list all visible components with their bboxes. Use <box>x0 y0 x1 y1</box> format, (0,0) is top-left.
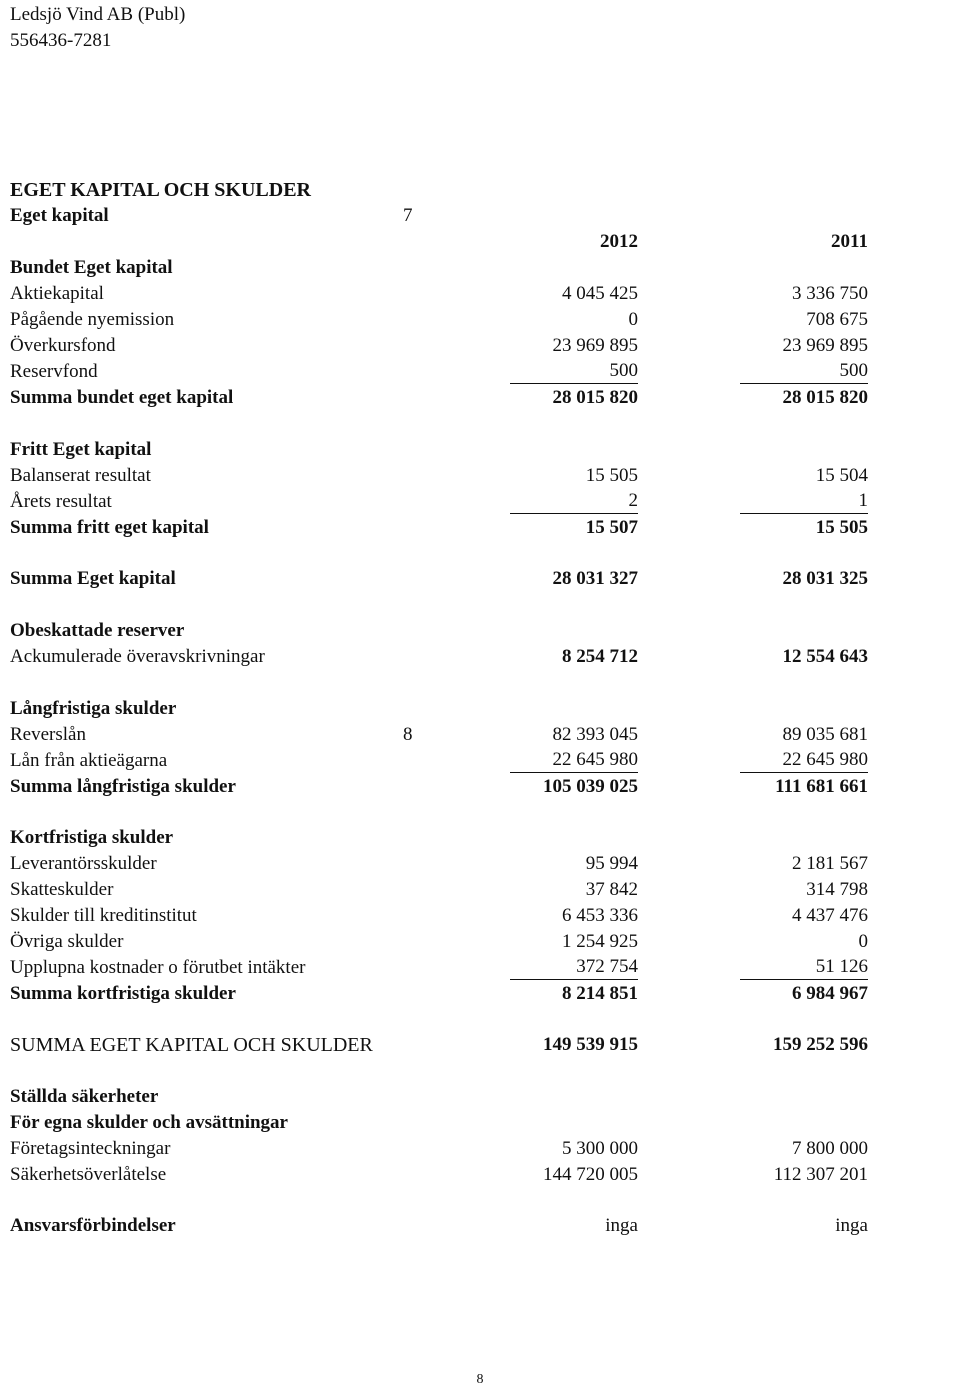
value-2011: 1 <box>740 489 868 514</box>
obeskattade-heading: Obeskattade reserver <box>10 620 185 641</box>
row-label: Ackumulerade överavskrivningar <box>10 646 265 667</box>
eget-kapital-label: Eget kapital <box>10 205 109 226</box>
table-row <box>0 955 960 981</box>
table-row <box>0 359 960 385</box>
page-number: 8 <box>476 1372 484 1387</box>
ansvar-2011: inga <box>835 1215 868 1236</box>
table-row <box>0 463 960 489</box>
grand-total-2011: 159 252 596 <box>773 1034 868 1055</box>
table-row <box>0 851 960 877</box>
sum-2011: 111 681 661 <box>775 776 868 797</box>
row-label: Reverslån <box>10 724 86 745</box>
note-ref: 8 <box>403 724 413 745</box>
row-label: Pågående nyemission <box>10 309 175 330</box>
bundet-heading-row <box>0 255 960 281</box>
total-equity-label: Summa Eget kapital <box>10 568 176 589</box>
company-name: Ledsjö Vind AB (Publ) <box>10 4 186 25</box>
table-row <box>0 333 960 359</box>
table-row <box>0 281 960 307</box>
sum-2011: 6 984 967 <box>792 983 868 1004</box>
sum-2012: 105 039 025 <box>543 776 638 797</box>
sum-2011: 28 015 820 <box>782 387 868 408</box>
value-2011: 314 798 <box>806 879 868 900</box>
note-ref: 7 <box>403 205 413 226</box>
value-2012: 5 300 000 <box>562 1138 638 1159</box>
table-row <box>0 1136 960 1162</box>
sum-label: Summa kortfristiga skulder <box>10 983 236 1004</box>
fritt-heading-row <box>0 437 960 463</box>
section-title-row <box>0 177 960 203</box>
value-2011: 112 307 201 <box>773 1164 868 1185</box>
sum-label: Summa långfristiga skulder <box>10 776 236 797</box>
value-2012: 0 <box>628 309 638 330</box>
row-label: Skatteskulder <box>10 879 114 900</box>
kortfristiga-heading: Kortfristiga skulder <box>10 827 174 848</box>
value-2011: 708 675 <box>806 309 868 330</box>
sum-2012: 28 015 820 <box>552 387 638 408</box>
value-2012: 500 <box>510 359 638 384</box>
value-2012: 4 045 425 <box>562 283 638 304</box>
eget-kapital-row <box>0 203 960 229</box>
stallda-heading: Ställda säkerheter <box>10 1086 159 1107</box>
value-2011: 3 336 750 <box>792 283 868 304</box>
row-label: Upplupna kostnader o förutbet intäkter <box>10 957 306 978</box>
ansvar-row <box>0 1213 960 1239</box>
value-2011: 4 437 476 <box>792 905 868 926</box>
kortfristiga-heading-row <box>0 825 960 851</box>
sum-row <box>0 515 960 541</box>
value-2012: 37 842 <box>585 879 638 900</box>
value-2012: 22 645 980 <box>510 748 638 773</box>
value-2012: 372 754 <box>510 955 638 980</box>
row-label: Reservfond <box>10 361 98 382</box>
sum-row <box>0 385 960 411</box>
row-label: Leverantörsskulder <box>10 853 157 874</box>
row-label: Skulder till kreditinstitut <box>10 905 197 926</box>
sum-label: Summa fritt eget kapital <box>10 517 209 538</box>
langfristiga-heading-row <box>0 696 960 722</box>
grand-total-label: SUMMA EGET KAPITAL OCH SKULDER <box>10 1034 373 1056</box>
table-row <box>0 1162 960 1188</box>
sum-2012: 15 507 <box>585 517 638 538</box>
year-header-row <box>0 229 960 255</box>
value-2011: 15 504 <box>815 465 868 486</box>
row-label: Balanserat resultat <box>10 465 151 486</box>
value-2012: 23 969 895 <box>552 335 638 356</box>
sum-2012: 8 214 851 <box>562 983 638 1004</box>
sum-2011: 15 505 <box>815 517 868 538</box>
row-label: Överkursfond <box>10 335 116 356</box>
stallda-subheading: För egna skulder och avsättningar <box>10 1112 288 1133</box>
row-label: Aktiekapital <box>10 283 104 304</box>
value-2011: 500 <box>740 359 868 384</box>
org-number: 556436-7281 <box>10 30 112 51</box>
sum-row <box>0 774 960 800</box>
year-2011: 2011 <box>831 231 868 252</box>
stallda-subheading-row <box>0 1110 960 1136</box>
value-2011: 7 800 000 <box>792 1138 868 1159</box>
table-row <box>0 929 960 955</box>
table-row <box>0 644 960 670</box>
table-row <box>0 722 960 748</box>
sum-label: Summa bundet eget kapital <box>10 387 234 408</box>
row-label: Säkerhetsöverlåtelse <box>10 1164 167 1185</box>
total-equity-row <box>0 566 960 592</box>
row-label: Övriga skulder <box>10 931 124 952</box>
table-row <box>0 489 960 515</box>
value-2012: 8 254 712 <box>562 646 638 667</box>
total-equity-2012: 28 031 327 <box>552 568 638 589</box>
sum-row <box>0 981 960 1007</box>
row-label: Årets resultat <box>10 491 112 512</box>
value-2012: 95 994 <box>585 853 638 874</box>
ansvar-2012: inga <box>605 1215 638 1236</box>
grand-total-row <box>0 1032 960 1058</box>
value-2012: 6 453 336 <box>562 905 638 926</box>
value-2011: 51 126 <box>740 955 868 980</box>
table-row <box>0 748 960 774</box>
section-title: EGET KAPITAL OCH SKULDER <box>10 179 311 201</box>
ansvar-label: Ansvarsförbindelser <box>10 1215 176 1236</box>
obeskattade-heading-row <box>0 618 960 644</box>
value-2012: 144 720 005 <box>543 1164 638 1185</box>
stallda-heading-row <box>0 1084 960 1110</box>
fritt-heading: Fritt Eget kapital <box>10 439 152 460</box>
document-header <box>10 2 185 54</box>
value-2012: 82 393 045 <box>552 724 638 745</box>
value-2011: 12 554 643 <box>782 646 868 667</box>
year-2012: 2012 <box>600 231 638 252</box>
table-row <box>0 307 960 333</box>
value-2011: 2 181 567 <box>792 853 868 874</box>
bundet-heading: Bundet Eget kapital <box>10 257 173 278</box>
total-equity-2011: 28 031 325 <box>782 568 868 589</box>
row-label: Lån från aktieägarna <box>10 750 168 771</box>
value-2011: 23 969 895 <box>782 335 868 356</box>
value-2011: 22 645 980 <box>740 748 868 773</box>
row-label: Företagsinteckningar <box>10 1138 171 1159</box>
grand-total-2012: 149 539 915 <box>543 1034 638 1055</box>
value-2011: 89 035 681 <box>782 724 868 745</box>
table-row <box>0 903 960 929</box>
value-2012: 2 <box>510 489 638 514</box>
table-row <box>0 877 960 903</box>
value-2012: 15 505 <box>585 465 638 486</box>
value-2012: 1 254 925 <box>562 931 638 952</box>
value-2011: 0 <box>858 931 868 952</box>
langfristiga-heading: Långfristiga skulder <box>10 698 177 719</box>
